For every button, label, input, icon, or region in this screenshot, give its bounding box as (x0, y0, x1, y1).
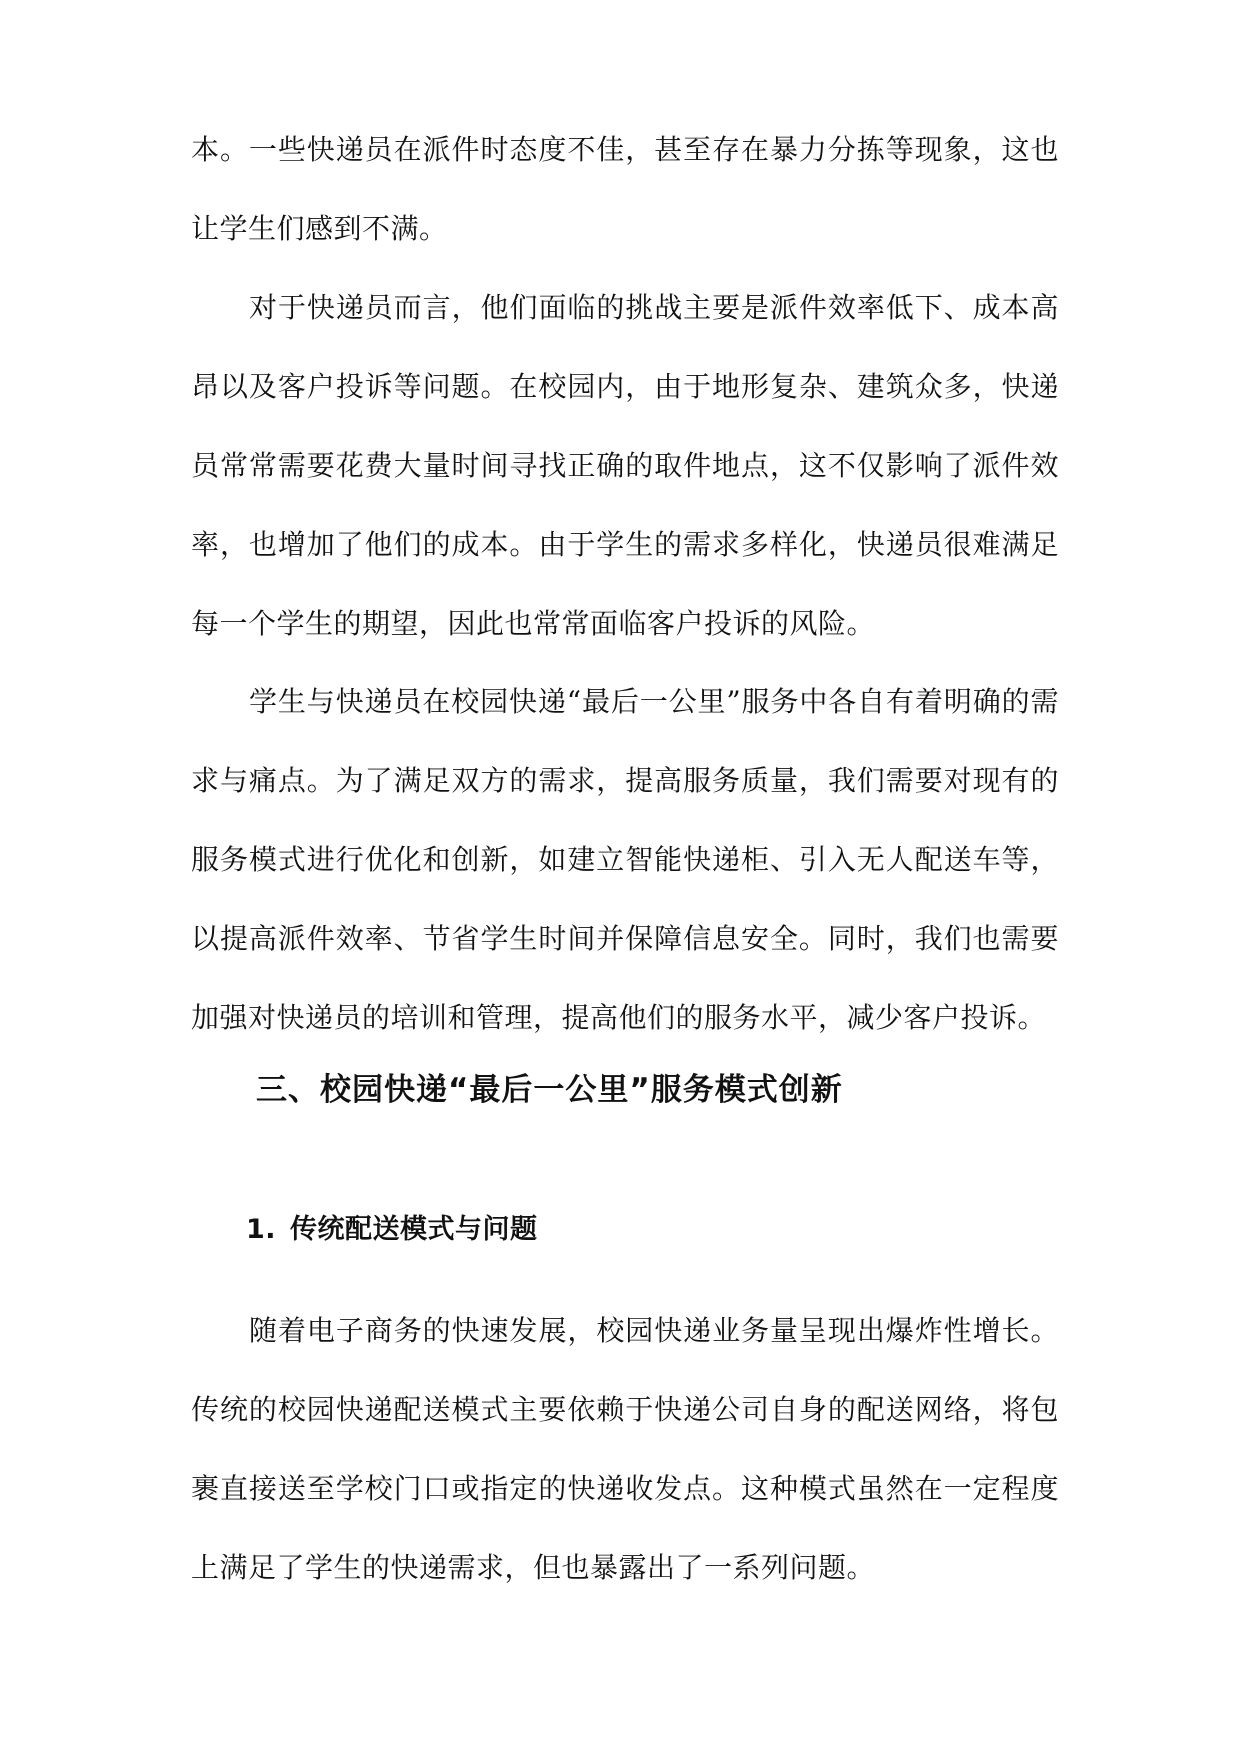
subsection-number: 1. (246, 1214, 277, 1245)
section-heading: 三、校园快递“最后一公里”服务模式创新 (256, 1072, 843, 1108)
subsection-heading (246, 1210, 538, 1250)
subsection-title: 传统配送模式与问题 (290, 1214, 538, 1245)
paragraph-continued: 本。一些快递员在派件时态度不佳，甚至存在暴力分拣等现象，这也让学生们感到不满。 (191, 133, 1059, 245)
paragraph-needs-summary: 学生与快递员在校园快递“最后一公里”服务中各自有着明确的需求与痛点。为了满足双方的需求，提高服务质量，我们需要对现有的服务模式进行优化和创新，如建立智能快递柜、引入无人配送车等，以提高派件效率、节省学生时间并保障信息安全。同时，我们也需要加强对快递员的培训和管理，提高他们的服务水平，减少客户投诉。 (191, 685, 1059, 1034)
paragraph-courier-challenges: 对于快递员而言，他们面临的挑战主要是派件效率低下、成本高昂以及客户投诉等问题。在校园内，由于地形复杂、建筑众多，快递员常常需要花费大量时间寻找正确的取件地点，这不仅影响了派件效率，也增加了他们的成本。由于学生的需求多样化，快递员很难满足每一个学生的期望，因此也常常面临客户投诉的风险。 (191, 291, 1059, 640)
paragraph-traditional-model: 随着电子商务的快速发展，校园快递业务量呈现出爆炸性增长。传统的校园快递配送模式主要依赖于快递公司自身的配送网络，将包裹直接送至学校门口或指定的快递收发点。这种模式虽然在一定程度上满足了学生的快递需求，但也暴露出了一系列问题。 (191, 1314, 1059, 1584)
